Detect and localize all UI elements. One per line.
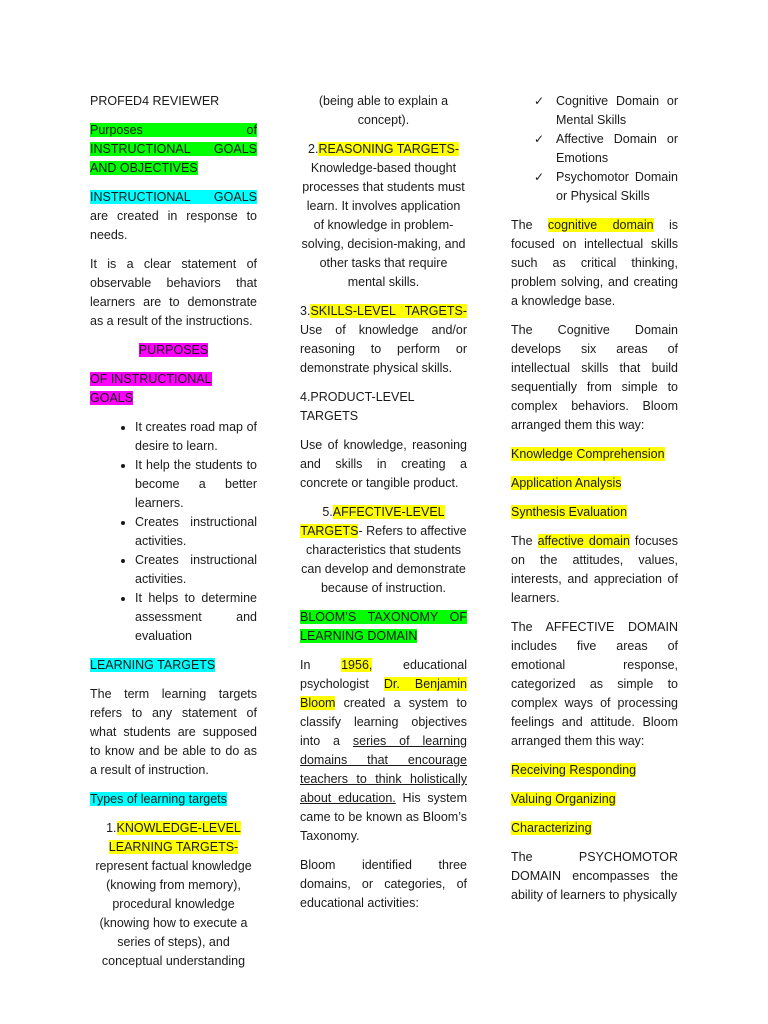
instructional-goals-paragraph: INSTRUCTIONAL GOALS are created in response to needs. [90, 190, 257, 242]
bloom-underlined: series of learning domains that encourage teachers to think holistically about education. [300, 734, 467, 805]
product-level-text: Use of knowledge, reasoning and skills in creating a concrete or tangible product. [300, 438, 467, 490]
checklist-item: ✓ Affective Domain or Emotions [534, 132, 678, 165]
affective-level: Receiving Responding [511, 763, 637, 777]
cognitive-term: cognitive domain [547, 218, 654, 232]
purposes-list [90, 418, 257, 646]
skills-level-paragraph: 3.SKILLS-LEVEL TARGETS- Use of knowledge and/or reasoning to perform or demonstrate physical skills. [300, 304, 467, 375]
learning-targets-definition: The term learning targets refers to any statement of what students are supposed to know and be able to do as a result of instruction. [90, 687, 257, 777]
of-instructional-goals-label: OF INSTRUCTIONAL GOALS [90, 372, 212, 405]
types-heading: Types of learning targets [90, 792, 227, 806]
checklist-item: ✓ Cognitive Domain or Mental Skills [534, 94, 678, 127]
column-2 [300, 92, 467, 923]
bloom-domains-text: Bloom identified three domains, or categories, of educational activities: [300, 858, 467, 910]
skills-level-label: SKILLS-LEVEL TARGETS- [310, 304, 467, 318]
affective-term: affective domain [537, 534, 630, 548]
checklist-item: ✓ Psychomotor Domain or Physical Skills [534, 170, 678, 203]
bloom-paragraph: In 1956, educational psychologist Dr. Benjamin Bloom created a system to classify learning objectives into a series of learning domains that encourage teachers to think holistically about education. His system came to be known as Bloom’s Taxonomy. [300, 658, 468, 843]
instructional-goals-definition: It is a clear statement of observable behaviors that learners are to demonstrate as a result of the instructions. [90, 257, 257, 328]
check-icon: ✓ [534, 94, 545, 108]
product-level-heading: 4.PRODUCT-LEVEL TARGETS [300, 390, 415, 423]
check-icon: ✓ [534, 170, 545, 184]
list-item: • Creates instructional activities. [135, 551, 257, 589]
list-item: • Creates instructional activities. [135, 513, 257, 551]
knowledge-level-paragraph: 1.KNOWLEDGE-LEVEL LEARNING TARGETS- represent factual knowledge (knowing from memory), procedural knowledge (knowing how to execute a series of steps), and conceptual understanding [95, 821, 252, 968]
check-icon: ✓ [534, 132, 545, 146]
affective-paragraph: The affective domain focuses on the attitudes, values, interests, and appreciation of learners. [511, 534, 678, 605]
list-item: • It helps to determine assessment and evaluation [135, 589, 257, 646]
learning-targets-heading: LEARNING TARGETS [90, 658, 216, 672]
column-3 [511, 92, 678, 915]
affective-areas: The AFFECTIVE DOMAIN includes five areas of emotional response, categorized as simple to complex ways of processing feelings and attitude. Bloom arranged them this way: [511, 620, 678, 748]
bloom-name: Dr. Benjamin Bloom [300, 677, 468, 710]
reasoning-targets-paragraph: 2.REASONING TARGETS- Knowledge-based thought processes that students must learn. It involves application of knowledge in problem-solving, decision-making, and other tasks that require mental skills. [301, 142, 466, 289]
cognitive-level: Application Analysis [511, 476, 622, 490]
affective-level: Valuing Organizing [511, 792, 616, 806]
domains-checklist [511, 92, 678, 206]
page-title: PROFED4 REVIEWER [90, 94, 220, 108]
purposes-heading: Purposes of INSTRUCTIONAL GOALS AND OBJECTIVES [90, 123, 257, 175]
purposes-label: PURPOSES [138, 343, 209, 357]
cognitive-level: Knowledge Comprehension [511, 447, 665, 461]
cognitive-areas: The Cognitive Domain develops six areas of intellectual skills that build sequentially from simple to complex behaviors. Bloom arranged them this way: [511, 323, 678, 432]
bloom-heading: BLOOM’S TAXONOMY OF LEARNING DOMAIN [300, 610, 467, 643]
cognitive-paragraph: The cognitive domain is focused on intellectual skills such as critical thinking, problem solving, and creating a knowledge base. [511, 218, 678, 308]
knowledge-level-label: KNOWLEDGE-LEVEL LEARNING TARGETS- [108, 821, 241, 854]
affective-level: Characterizing [511, 821, 592, 835]
list-item: • It help the students to become a better learners. [135, 456, 257, 513]
affective-level-label: AFFECTIVE-LEVEL TARGETS [300, 505, 445, 538]
list-item: • It creates road map of desire to learn. [135, 418, 257, 456]
cognitive-level: Synthesis Evaluation [511, 505, 628, 519]
reasoning-targets-label: REASONING TARGETS- [318, 142, 459, 156]
affective-level-paragraph: 5.AFFECTIVE-LEVEL TARGETS- Refers to affective characteristics that students can develop and demonstrate because of instruction. [300, 505, 467, 595]
instructional-goals-term: INSTRUCTIONAL GOALS [90, 190, 257, 204]
psychomotor-text: The PSYCHOMOTOR DOMAIN encompasses the ability of learners to physically [511, 850, 678, 902]
continuation-text: (being able to explain a concept). [318, 94, 449, 127]
column-1 [90, 92, 257, 981]
bloom-year: 1956, [341, 658, 373, 672]
